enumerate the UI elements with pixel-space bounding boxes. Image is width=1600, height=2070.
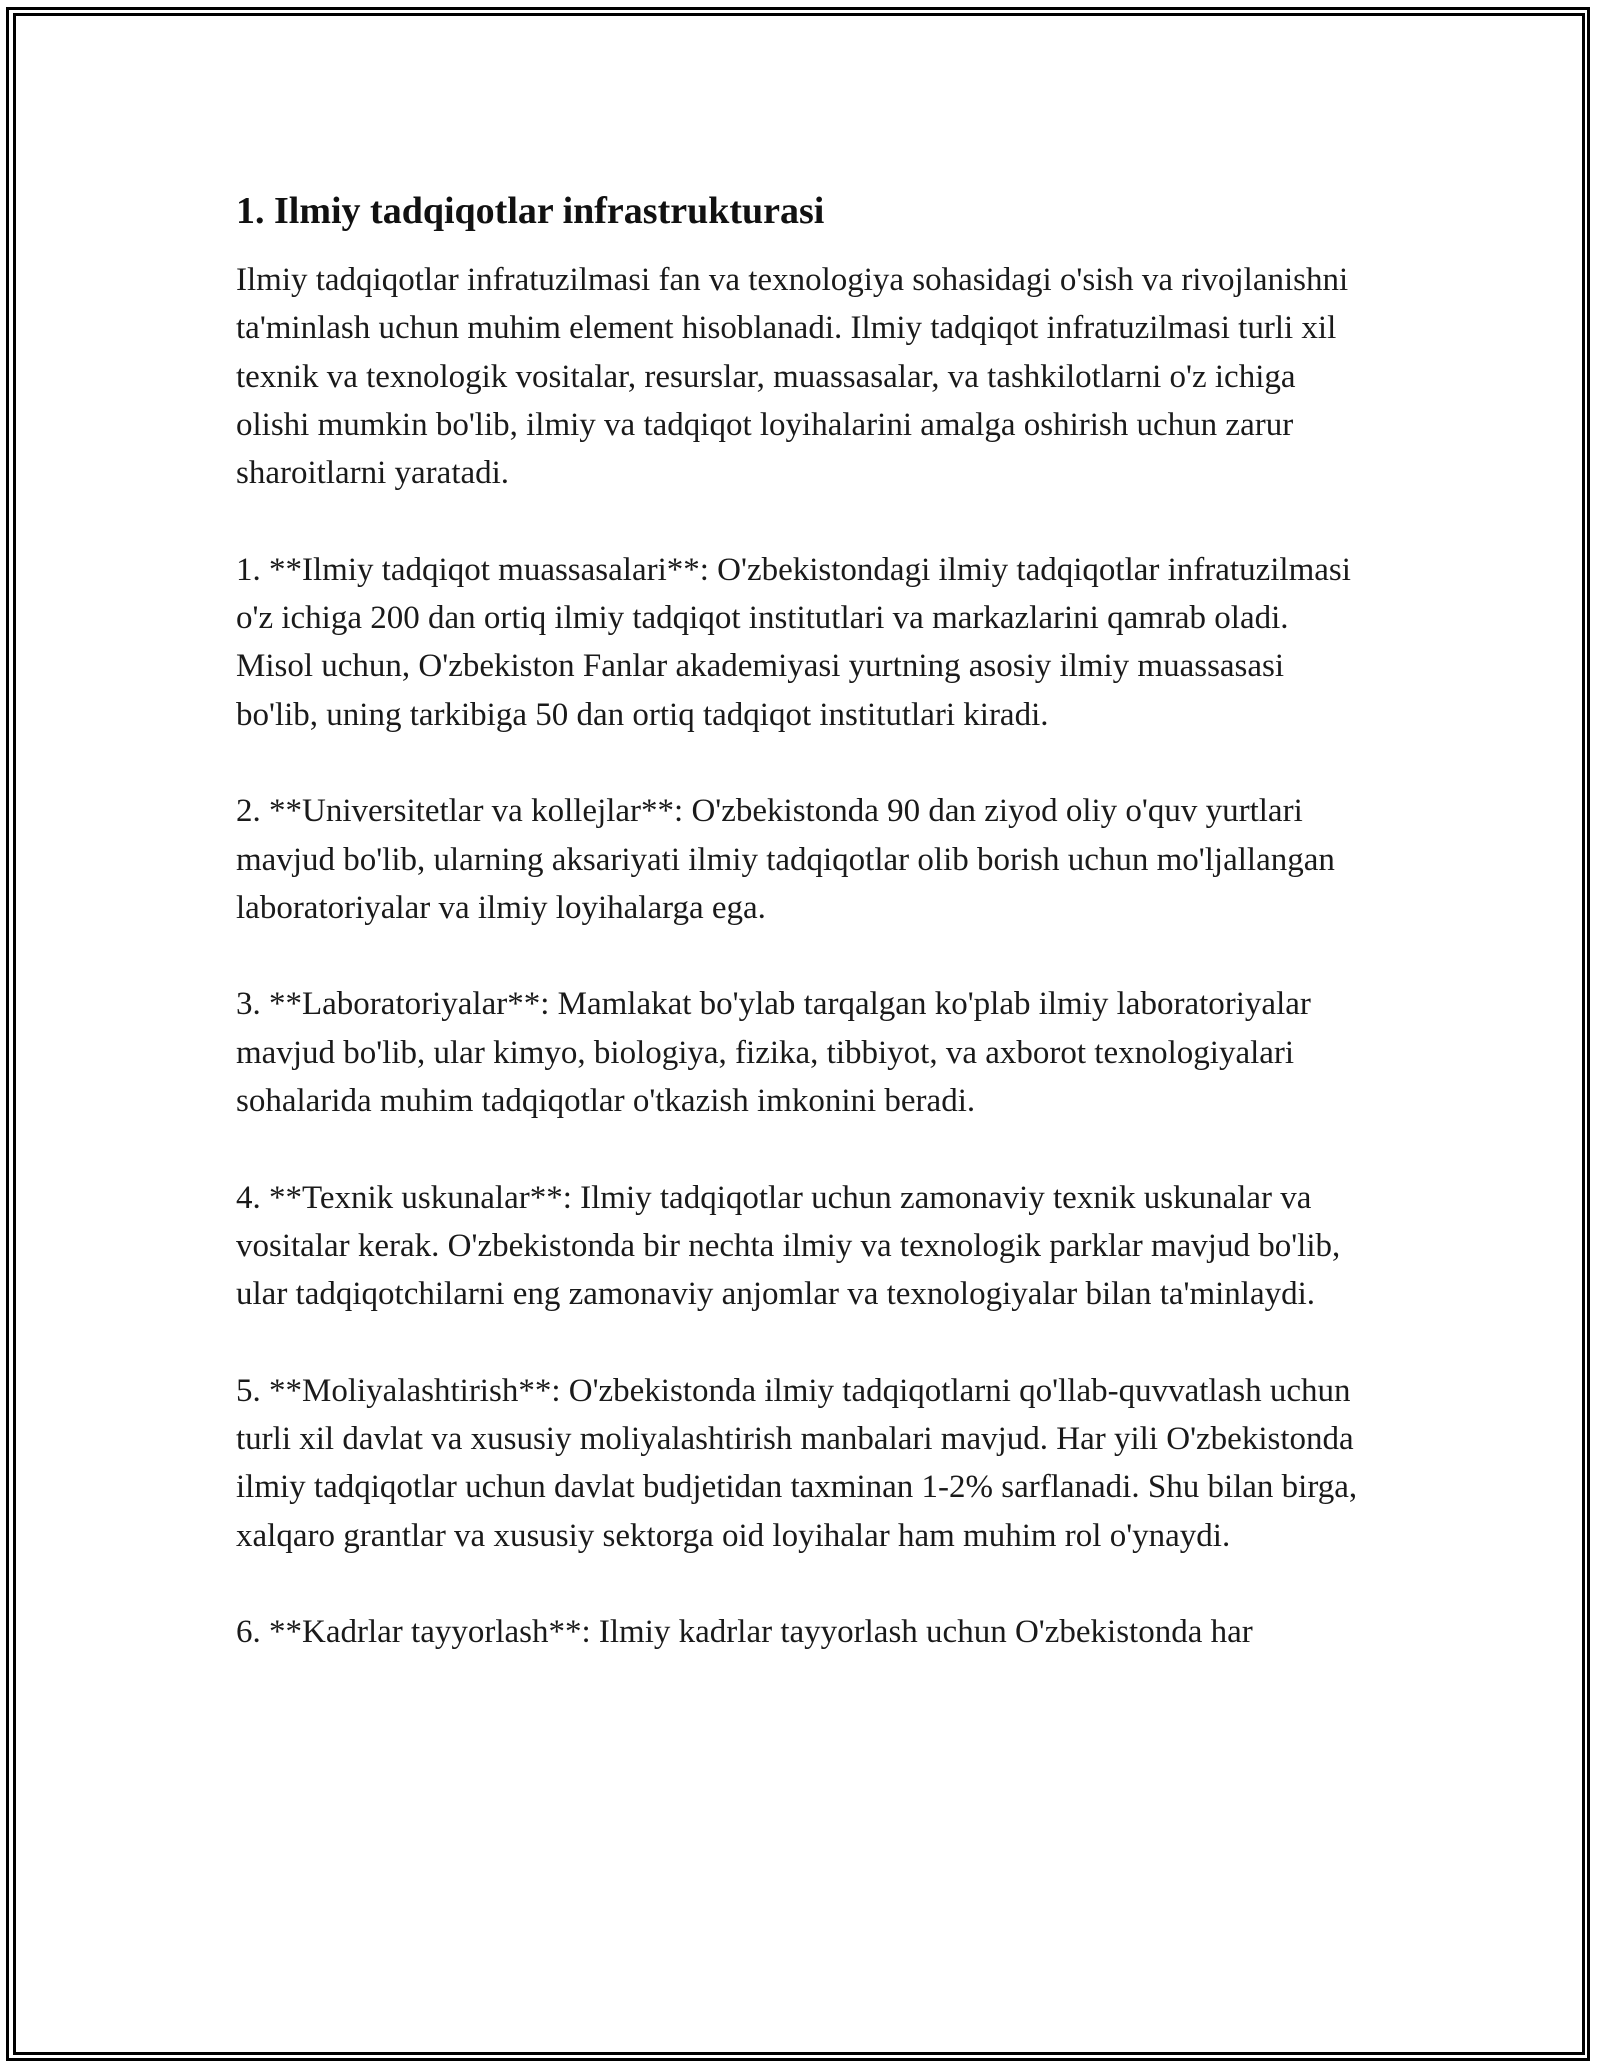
intro-paragraph: Ilmiy tadqiqotlar infratuzilmasi fan va texnologiya sohasidagi o'sish va rivojlanishni ta'minlash uchun muhim element hisoblanadi. Ilmiy tadqiqot infratuzilmasi turli xil texnik va texnologik vositalar, resurslar, muassasalar, va tashkilotlarni o'z ichiga olishi mumkin bo'lib, ilmiy va tadqiqot loyihalarini amalga oshirish uchun zarur sharoitlarni yaratadi.: [236, 262, 1349, 492]
page-title: 1. Ilmiy tadqiqotlar infrastrukturasi: [236, 190, 825, 232]
list-item: 6. **Kadrlar tayyorlash**: Ilmiy kadrlar tayyorlash uchun O'zbekistonda har: [236, 1614, 1253, 1651]
document-body: [236, 184, 1366, 1705]
list-item: 3. **Laboratoriyalar**: Mamlakat bo'ylab tarqalgan ko'plab ilmiy laboratoriyalar mavjud bo'lib, ular kimyo, biologiya, fizika, tibbiyot, va axborot texnologiyalari sohalarida muhim tadqiqotlar o'tkazish imkonini beradi.: [236, 986, 1311, 1120]
list-item: 5. **Moliyalashtirish**: O'zbekistonda ilmiy tadqiqotlarni qo'llab-quvvatlash uchun turli xil davlat va xususiy moliyalashtirish manbalari mavjud. Har yili O'zbekistonda ilmiy tadqiqotlar uchun davlat budjetidan taxminan 1-2% sarflanadi. Shu bilan birga, xalqaro grantlar va xususiy sektorga oid loyihalar ham muhim rol o'ynaydi.: [236, 1372, 1358, 1554]
list-item: 4. **Texnik uskunalar**: Ilmiy tadqiqotlar uchun zamonaviy texnik uskunalar va vositalar kerak. O'zbekistonda bir nechta ilmiy va texnologik parklar mavjud bo'lib, ular tadqiqotchilarni eng zamonaviy anjomlar va texnologiyalar bilan ta'minlaydi.: [236, 1179, 1341, 1313]
list-item: 1. **Ilmiy tadqiqot muassasalari**: O'zbekistondagi ilmiy tadqiqotlar infratuzilmasi o'z ichiga 200 dan ortiq ilmiy tadqiqot institutlari va markazlarini qamrab oladi. Misol uchun, O'zbekiston Fanlar akademiyasi yurtning asosiy ilmiy muassasasi bo'lib, uning tarkibiga 50 dan ortiq tadqiqot institutlari kiradi.: [236, 551, 1351, 733]
list-item: 2. **Universitetlar va kollejlar**: O'zbekistonda 90 dan ziyod oliy o'quv yurtlari mavjud bo'lib, ularning aksariyati ilmiy tadqiqotlar olib borish uchun mo'ljallangan laboratoriyalar va ilmiy loyihalarga ega.: [236, 793, 1335, 926]
